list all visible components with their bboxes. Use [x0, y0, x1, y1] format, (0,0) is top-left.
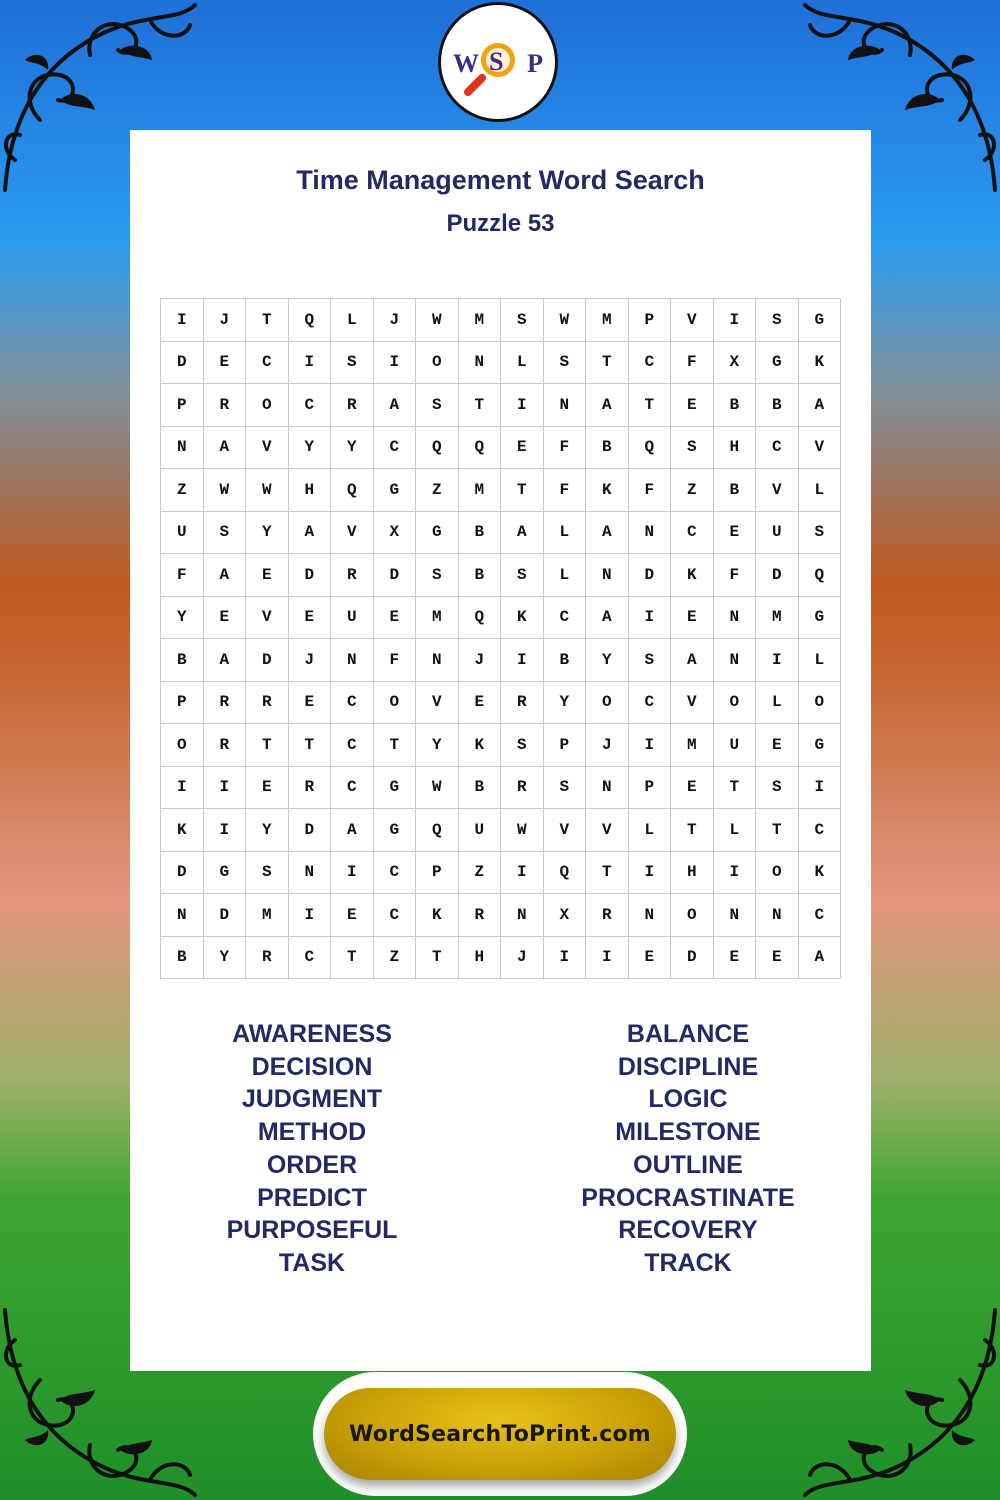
- grid-cell[interactable]: V: [586, 809, 629, 852]
- grid-cell[interactable]: X: [544, 894, 587, 937]
- grid-cell[interactable]: Z: [374, 937, 417, 980]
- grid-cell[interactable]: N: [416, 639, 459, 682]
- grid-cell[interactable]: C: [799, 809, 842, 852]
- grid-cell[interactable]: C: [629, 342, 672, 385]
- grid-cell[interactable]: L: [544, 554, 587, 597]
- grid-cell[interactable]: R: [331, 554, 374, 597]
- grid-cell[interactable]: O: [161, 724, 204, 767]
- grid-cell[interactable]: N: [289, 852, 332, 895]
- grid-cell[interactable]: S: [416, 554, 459, 597]
- grid-cell[interactable]: B: [756, 384, 799, 427]
- grid-cell[interactable]: I: [799, 767, 842, 810]
- grid-cell[interactable]: S: [416, 384, 459, 427]
- grid-cell[interactable]: N: [161, 894, 204, 937]
- grid-cell[interactable]: L: [544, 512, 587, 555]
- grid-cell[interactable]: I: [629, 724, 672, 767]
- word-list-right: [538, 1018, 838, 1280]
- word-list-left: [162, 1018, 462, 1280]
- grid-cell[interactable]: V: [246, 597, 289, 640]
- grid-cell[interactable]: I: [629, 597, 672, 640]
- grid-cell[interactable]: T: [459, 384, 502, 427]
- grid-cell[interactable]: R: [586, 894, 629, 937]
- grid-cell[interactable]: B: [161, 937, 204, 980]
- word-list-item: DECISION: [251, 1052, 373, 1081]
- grid-cell[interactable]: K: [799, 342, 842, 385]
- grid-cell[interactable]: S: [246, 852, 289, 895]
- grid-cell[interactable]: S: [629, 639, 672, 682]
- grid-cell[interactable]: N: [586, 767, 629, 810]
- grid-cell[interactable]: A: [586, 597, 629, 640]
- word-list-item: ORDER: [266, 1150, 358, 1179]
- word-list-item: METHOD: [257, 1118, 367, 1147]
- grid-cell[interactable]: N: [544, 384, 587, 427]
- grid-cell[interactable]: B: [459, 767, 502, 810]
- grid-cell[interactable]: N: [714, 639, 757, 682]
- grid-cell[interactable]: G: [799, 724, 842, 767]
- grid-cell[interactable]: I: [501, 852, 544, 895]
- grid-cell[interactable]: Y: [289, 427, 332, 470]
- grid-cell[interactable]: T: [586, 342, 629, 385]
- grid-cell[interactable]: I: [289, 894, 332, 937]
- grid-cell[interactable]: T: [586, 852, 629, 895]
- grid-cell[interactable]: R: [501, 767, 544, 810]
- grid-cell[interactable]: B: [544, 639, 587, 682]
- word-list-item: PURPOSEFUL: [226, 1216, 398, 1245]
- grid-cell[interactable]: R: [204, 724, 247, 767]
- grid-cell[interactable]: R: [204, 682, 247, 725]
- grid-cell[interactable]: Y: [204, 937, 247, 980]
- grid-cell[interactable]: A: [671, 639, 714, 682]
- grid-cell[interactable]: F: [714, 554, 757, 597]
- grid-cell[interactable]: N: [714, 894, 757, 937]
- grid-cell[interactable]: U: [459, 809, 502, 852]
- grid-cell[interactable]: L: [799, 639, 842, 682]
- grid-cell[interactable]: Y: [544, 682, 587, 725]
- grid-cell[interactable]: E: [671, 597, 714, 640]
- grid-cell[interactable]: U: [714, 724, 757, 767]
- grid-cell[interactable]: N: [714, 597, 757, 640]
- grid-cell[interactable]: P: [416, 852, 459, 895]
- grid-cell[interactable]: D: [289, 554, 332, 597]
- page-title: Time Management Word Search: [296, 165, 705, 195]
- grid-cell[interactable]: E: [756, 724, 799, 767]
- grid-cell[interactable]: G: [799, 597, 842, 640]
- grid-cell[interactable]: T: [629, 384, 672, 427]
- grid-cell[interactable]: J: [289, 639, 332, 682]
- word-list-item: TASK: [278, 1248, 346, 1277]
- grid-cell[interactable]: P: [161, 682, 204, 725]
- grid-cell[interactable]: A: [289, 512, 332, 555]
- grid-cell[interactable]: D: [289, 809, 332, 852]
- grid-cell[interactable]: M: [459, 299, 502, 342]
- grid-cell[interactable]: A: [374, 384, 417, 427]
- grid-cell[interactable]: D: [629, 554, 672, 597]
- grid-cell[interactable]: N: [161, 427, 204, 470]
- grid-cell[interactable]: C: [374, 427, 417, 470]
- grid-cell[interactable]: J: [459, 639, 502, 682]
- site-link-badge[interactable]: [324, 1388, 676, 1480]
- grid-cell[interactable]: A: [204, 554, 247, 597]
- grid-cell[interactable]: S: [544, 342, 587, 385]
- grid-cell[interactable]: O: [756, 852, 799, 895]
- grid-cell[interactable]: Z: [416, 469, 459, 512]
- grid-cell[interactable]: J: [374, 299, 417, 342]
- grid-cell[interactable]: H: [714, 427, 757, 470]
- grid-cell[interactable]: A: [501, 512, 544, 555]
- grid-cell[interactable]: N: [586, 554, 629, 597]
- grid-cell[interactable]: S: [501, 554, 544, 597]
- grid-cell[interactable]: Z: [459, 852, 502, 895]
- grid-cell[interactable]: E: [501, 427, 544, 470]
- grid-cell[interactable]: T: [671, 809, 714, 852]
- grid-cell[interactable]: E: [629, 937, 672, 980]
- grid-cell[interactable]: V: [799, 427, 842, 470]
- grid-cell[interactable]: O: [586, 682, 629, 725]
- grid-cell[interactable]: I: [501, 639, 544, 682]
- grid-cell[interactable]: Q: [416, 427, 459, 470]
- grid-cell[interactable]: I: [374, 342, 417, 385]
- word-list-item: AWARENESS: [232, 1020, 392, 1048]
- grid-cell[interactable]: U: [756, 512, 799, 555]
- grid-cell[interactable]: E: [671, 767, 714, 810]
- grid-cell[interactable]: N: [629, 894, 672, 937]
- grid-cell[interactable]: K: [799, 852, 842, 895]
- grid-cell[interactable]: Z: [671, 469, 714, 512]
- grid-cell[interactable]: A: [586, 512, 629, 555]
- grid-cell[interactable]: P: [629, 299, 672, 342]
- grid-cell[interactable]: C: [374, 852, 417, 895]
- grid-cell[interactable]: P: [544, 724, 587, 767]
- grid-cell[interactable]: R: [289, 767, 332, 810]
- logo-letter-w: W: [453, 49, 479, 78]
- grid-cell[interactable]: W: [246, 469, 289, 512]
- grid-cell[interactable]: G: [204, 852, 247, 895]
- word-list-item: TRACK: [644, 1248, 732, 1277]
- grid-cell[interactable]: I: [204, 809, 247, 852]
- grid-cell[interactable]: E: [204, 342, 247, 385]
- grid-cell[interactable]: I: [161, 299, 204, 342]
- grid-cell[interactable]: R: [246, 937, 289, 980]
- grid-cell[interactable]: S: [204, 512, 247, 555]
- grid-cell[interactable]: W: [416, 299, 459, 342]
- grid-cell[interactable]: V: [416, 682, 459, 725]
- word-list-item: RECOVERY: [618, 1216, 758, 1245]
- grid-cell[interactable]: N: [331, 639, 374, 682]
- grid-cell[interactable]: B: [586, 427, 629, 470]
- grid-cell[interactable]: D: [246, 639, 289, 682]
- grid-cell[interactable]: F: [629, 469, 672, 512]
- grid-cell[interactable]: O: [714, 682, 757, 725]
- grid-cell[interactable]: I: [714, 852, 757, 895]
- grid-cell[interactable]: I: [161, 767, 204, 810]
- grid-cell[interactable]: E: [331, 894, 374, 937]
- grid-cell[interactable]: Q: [416, 809, 459, 852]
- grid-cell[interactable]: D: [161, 342, 204, 385]
- grid-cell[interactable]: E: [246, 767, 289, 810]
- grid-cell[interactable]: G: [416, 512, 459, 555]
- grid-cell[interactable]: B: [714, 469, 757, 512]
- grid-cell[interactable]: U: [161, 512, 204, 555]
- grid-cell[interactable]: V: [671, 682, 714, 725]
- grid-cell[interactable]: V: [331, 512, 374, 555]
- word-list-item: BALANCE: [626, 1020, 750, 1048]
- grid-cell[interactable]: R: [501, 682, 544, 725]
- grid-cell[interactable]: A: [204, 427, 247, 470]
- grid-cell[interactable]: I: [586, 937, 629, 980]
- grid-cell[interactable]: N: [459, 342, 502, 385]
- puzzle-number: Puzzle 53: [446, 210, 555, 237]
- grid-cell[interactable]: H: [459, 937, 502, 980]
- grid-cell[interactable]: L: [501, 342, 544, 385]
- grid-cell[interactable]: T: [756, 809, 799, 852]
- grid-cell[interactable]: C: [331, 682, 374, 725]
- grid-cell[interactable]: I: [756, 639, 799, 682]
- grid-cell[interactable]: Q: [459, 597, 502, 640]
- grid-cell[interactable]: C: [331, 767, 374, 810]
- grid-cell[interactable]: A: [799, 937, 842, 980]
- grid-cell[interactable]: D: [756, 554, 799, 597]
- grid-cell[interactable]: B: [161, 639, 204, 682]
- grid-cell[interactable]: K: [671, 554, 714, 597]
- grid-cell[interactable]: X: [374, 512, 417, 555]
- grid-cell[interactable]: G: [374, 469, 417, 512]
- grid-cell[interactable]: C: [799, 894, 842, 937]
- grid-cell[interactable]: T: [416, 937, 459, 980]
- grid-cell[interactable]: D: [374, 554, 417, 597]
- grid-cell[interactable]: G: [799, 299, 842, 342]
- grid-cell[interactable]: V: [246, 427, 289, 470]
- grid-cell[interactable]: M: [459, 469, 502, 512]
- grid-cell[interactable]: Y: [416, 724, 459, 767]
- grid-cell[interactable]: G: [374, 767, 417, 810]
- grid-cell[interactable]: W: [416, 767, 459, 810]
- grid-cell[interactable]: E: [671, 384, 714, 427]
- grid-cell[interactable]: E: [289, 597, 332, 640]
- grid-cell[interactable]: H: [671, 852, 714, 895]
- grid-cell[interactable]: C: [671, 512, 714, 555]
- grid-cell[interactable]: L: [714, 809, 757, 852]
- grid-cell[interactable]: O: [671, 894, 714, 937]
- grid-cell[interactable]: K: [501, 597, 544, 640]
- grid-cell[interactable]: S: [331, 342, 374, 385]
- grid-cell[interactable]: U: [331, 597, 374, 640]
- grid-cell[interactable]: I: [544, 937, 587, 980]
- grid-cell[interactable]: S: [501, 724, 544, 767]
- grid-cell[interactable]: K: [459, 724, 502, 767]
- grid-cell[interactable]: I: [629, 852, 672, 895]
- grid-cell[interactable]: C: [289, 937, 332, 980]
- word-list-item: MILESTONE: [615, 1118, 761, 1147]
- grid-cell[interactable]: P: [161, 384, 204, 427]
- grid-cell[interactable]: K: [161, 809, 204, 852]
- grid-cell[interactable]: R: [459, 894, 502, 937]
- grid-cell[interactable]: B: [459, 554, 502, 597]
- grid-cell[interactable]: T: [246, 724, 289, 767]
- site-logo[interactable]: [438, 2, 558, 122]
- grid-cell[interactable]: C: [289, 384, 332, 427]
- grid-cell[interactable]: K: [416, 894, 459, 937]
- grid-cell[interactable]: D: [161, 852, 204, 895]
- grid-cell[interactable]: I: [501, 384, 544, 427]
- grid-cell[interactable]: L: [799, 469, 842, 512]
- grid-cell[interactable]: Q: [331, 469, 374, 512]
- grid-cell[interactable]: Y: [161, 597, 204, 640]
- grid-cell[interactable]: B: [459, 512, 502, 555]
- site-link[interactable]: WordSearchToPrint.com: [349, 1421, 651, 1447]
- grid-cell[interactable]: I: [714, 299, 757, 342]
- word-list-item: LOGIC: [648, 1085, 728, 1114]
- grid-cell[interactable]: N: [629, 512, 672, 555]
- grid-cell[interactable]: H: [289, 469, 332, 512]
- grid-cell[interactable]: F: [671, 342, 714, 385]
- grid-cell[interactable]: S: [671, 427, 714, 470]
- grid-cell[interactable]: T: [331, 937, 374, 980]
- grid-cell[interactable]: T: [501, 469, 544, 512]
- grid-cell[interactable]: R: [246, 682, 289, 725]
- grid-cell[interactable]: T: [246, 299, 289, 342]
- grid-cell[interactable]: D: [671, 937, 714, 980]
- grid-cell[interactable]: N: [756, 894, 799, 937]
- grid-cell[interactable]: C: [544, 597, 587, 640]
- grid-cell[interactable]: E: [374, 597, 417, 640]
- grid-cell[interactable]: L: [756, 682, 799, 725]
- grid-cell[interactable]: W: [204, 469, 247, 512]
- grid-cell[interactable]: E: [714, 512, 757, 555]
- grid-cell[interactable]: Y: [586, 639, 629, 682]
- grid-cell[interactable]: O: [374, 682, 417, 725]
- grid-cell[interactable]: C: [331, 724, 374, 767]
- grid-cell[interactable]: F: [544, 469, 587, 512]
- grid-cell[interactable]: F: [161, 554, 204, 597]
- grid-cell[interactable]: J: [501, 937, 544, 980]
- grid-cell[interactable]: S: [756, 299, 799, 342]
- grid-cell[interactable]: C: [374, 894, 417, 937]
- grid-cell[interactable]: G: [756, 342, 799, 385]
- grid-cell[interactable]: F: [544, 427, 587, 470]
- grid-cell[interactable]: E: [756, 937, 799, 980]
- grid-cell[interactable]: F: [374, 639, 417, 682]
- grid-cell[interactable]: I: [289, 342, 332, 385]
- word-list-item: PREDICT: [257, 1183, 367, 1212]
- grid-cell[interactable]: T: [289, 724, 332, 767]
- grid-cell[interactable]: E: [459, 682, 502, 725]
- grid-cell[interactable]: S: [544, 767, 587, 810]
- grid-cell[interactable]: W: [544, 299, 587, 342]
- grid-cell[interactable]: E: [204, 597, 247, 640]
- grid-cell[interactable]: Y: [246, 809, 289, 852]
- grid-cell[interactable]: I: [204, 767, 247, 810]
- grid-cell[interactable]: Q: [544, 852, 587, 895]
- grid-cell[interactable]: A: [586, 384, 629, 427]
- grid-cell[interactable]: A: [204, 639, 247, 682]
- grid-cell[interactable]: L: [331, 299, 374, 342]
- grid-cell[interactable]: S: [799, 512, 842, 555]
- grid-cell[interactable]: M: [671, 724, 714, 767]
- grid-cell[interactable]: M: [416, 597, 459, 640]
- grid-cell[interactable]: M: [246, 894, 289, 937]
- grid-cell[interactable]: T: [714, 767, 757, 810]
- word-list-item: OUTLINE: [633, 1150, 743, 1179]
- letter-grid: [160, 298, 841, 979]
- grid-cell[interactable]: I: [331, 852, 374, 895]
- grid-cell[interactable]: T: [374, 724, 417, 767]
- grid-cell[interactable]: S: [501, 299, 544, 342]
- logo-letter-s: S: [489, 47, 504, 76]
- grid-cell[interactable]: Y: [246, 512, 289, 555]
- grid-cell[interactable]: M: [756, 597, 799, 640]
- logo-letter-p: P: [527, 49, 543, 78]
- grid-cell[interactable]: V: [544, 809, 587, 852]
- grid-cell[interactable]: D: [204, 894, 247, 937]
- grid-cell[interactable]: C: [246, 342, 289, 385]
- grid-cell[interactable]: O: [799, 682, 842, 725]
- grid-cell[interactable]: C: [629, 682, 672, 725]
- grid-cell[interactable]: J: [586, 724, 629, 767]
- grid-cell[interactable]: A: [799, 384, 842, 427]
- grid-cell[interactable]: Z: [161, 469, 204, 512]
- grid-cell[interactable]: R: [204, 384, 247, 427]
- grid-cell[interactable]: W: [501, 809, 544, 852]
- grid-cell[interactable]: Q: [289, 299, 332, 342]
- grid-cell[interactable]: G: [374, 809, 417, 852]
- grid-cell[interactable]: N: [501, 894, 544, 937]
- grid-cell[interactable]: E: [289, 682, 332, 725]
- word-list-item: JUDGMENT: [241, 1085, 383, 1114]
- word-list-item: DISCIPLINE: [617, 1052, 759, 1081]
- grid-cell[interactable]: S: [756, 767, 799, 810]
- grid-cell[interactable]: L: [629, 809, 672, 852]
- grid-cell[interactable]: M: [586, 299, 629, 342]
- grid-cell[interactable]: R: [331, 384, 374, 427]
- grid-cell[interactable]: V: [671, 299, 714, 342]
- grid-cell[interactable]: B: [714, 384, 757, 427]
- grid-cell[interactable]: Q: [459, 427, 502, 470]
- grid-cell[interactable]: P: [629, 767, 672, 810]
- grid-cell[interactable]: K: [586, 469, 629, 512]
- grid-cell[interactable]: E: [246, 554, 289, 597]
- puzzle-panel: [130, 130, 871, 1371]
- grid-cell[interactable]: E: [714, 937, 757, 980]
- grid-cell[interactable]: C: [756, 427, 799, 470]
- grid-cell[interactable]: O: [416, 342, 459, 385]
- grid-cell[interactable]: X: [714, 342, 757, 385]
- word-list-item: PROCRASTINATE: [581, 1183, 795, 1212]
- grid-cell[interactable]: Q: [629, 427, 672, 470]
- grid-cell[interactable]: A: [331, 809, 374, 852]
- grid-cell[interactable]: O: [246, 384, 289, 427]
- grid-cell[interactable]: V: [756, 469, 799, 512]
- grid-cell[interactable]: Q: [799, 554, 842, 597]
- grid-cell[interactable]: Y: [331, 427, 374, 470]
- grid-cell[interactable]: J: [204, 299, 247, 342]
